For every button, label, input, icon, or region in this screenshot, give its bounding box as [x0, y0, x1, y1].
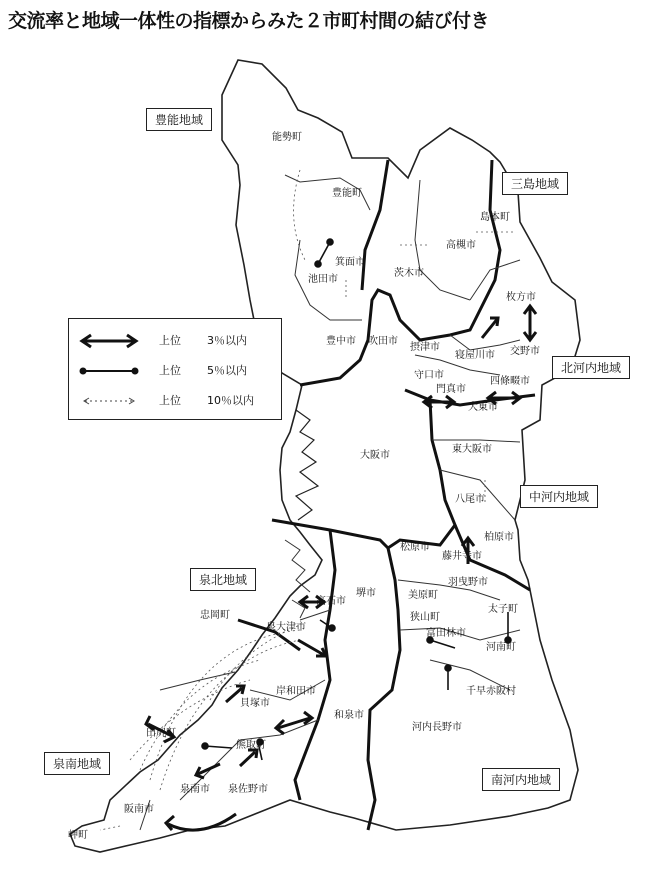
- place-toyono-town: 豊能町: [332, 188, 362, 199]
- region-minamikawachi: 南河内地域: [482, 768, 560, 791]
- place-osaka: 大阪市: [360, 450, 390, 461]
- place-moriguchi: 守口市: [414, 370, 444, 381]
- place-settsu: 摂津市: [410, 342, 440, 353]
- legend-pct: 3％以内: [207, 334, 247, 347]
- place-izumiotsu: 泉大津市: [266, 622, 306, 633]
- place-taishi: 太子町: [488, 604, 518, 615]
- place-kashiwara: 柏原市: [484, 532, 514, 543]
- map-title: 交流率と地域一体性の指標からみた２市町村間の結び付き: [8, 10, 490, 32]
- place-yao: 八尾市: [455, 494, 485, 505]
- place-izumisano: 泉佐野市: [228, 784, 268, 795]
- place-higashiosaka: 東大阪市: [452, 444, 492, 455]
- place-labels: [68, 130, 540, 841]
- legend-rank: 上位: [159, 334, 181, 347]
- region-boundaries: [238, 160, 535, 830]
- place-toyonaka: 豊中市: [326, 336, 356, 347]
- place-habikino: 羽曳野市: [448, 577, 488, 588]
- place-sayama: 狭山町: [410, 612, 440, 623]
- legend-row-5pct: [69, 359, 281, 383]
- legend-pct: 5％以内: [207, 364, 247, 377]
- place-daito: 大東市: [468, 402, 498, 413]
- place-shimamoto: 島本町: [480, 212, 510, 223]
- place-katano: 交野市: [510, 346, 540, 357]
- place-kanan: 河南町: [486, 642, 516, 653]
- legend-rank: 上位: [159, 364, 181, 377]
- bold-double-arrow-icon: [77, 333, 141, 349]
- region-mishima: 三島地域: [502, 172, 568, 195]
- place-kadoma: 門真市: [436, 384, 466, 395]
- place-tajiri: 田尻町: [146, 728, 176, 739]
- legend-row-10pct: [69, 389, 281, 413]
- place-chihayaakasaka: 千早赤阪村: [466, 686, 516, 697]
- place-takaishi: 高石市: [316, 596, 346, 607]
- place-tadaoka: 忠岡町: [200, 610, 230, 621]
- place-kaizuka: 貝塚市: [240, 698, 270, 709]
- place-hirakata: 枚方市: [506, 292, 536, 303]
- legend-row-3pct: [69, 329, 281, 353]
- place-kawachinagano: 河内長野市: [412, 722, 462, 733]
- place-nose: 能勢町: [272, 132, 302, 143]
- legend-pct: 10％以内: [207, 394, 254, 407]
- place-mihara: 美原町: [408, 590, 438, 601]
- place-fujiidera: 藤井寺市: [442, 551, 482, 562]
- place-misaki: 岬町: [68, 830, 88, 841]
- region-kitakawachi: 北河内地域: [552, 356, 630, 379]
- dotted-arrow-icon: [77, 393, 141, 409]
- place-suita: 吹田市: [368, 336, 398, 347]
- region-sennan: 泉南地域: [44, 752, 110, 775]
- place-kumatori: 熊取町: [236, 740, 266, 751]
- place-shijonawate: 四條畷市: [490, 376, 530, 387]
- bay-coast: [296, 410, 318, 520]
- legend: [68, 318, 282, 420]
- place-matsubara: 松原市: [400, 542, 430, 553]
- place-hannan: 阪南市: [124, 804, 154, 815]
- place-ikeda: 池田市: [308, 274, 338, 285]
- place-neyagawa: 寝屋川市: [455, 350, 495, 361]
- place-sakai: 堺市: [356, 588, 376, 599]
- dot-line-icon: [77, 363, 141, 379]
- place-izumi: 和泉市: [334, 710, 364, 721]
- region-toyono: 豊能地域: [146, 108, 212, 131]
- region-senboku: 泉北地域: [190, 568, 256, 591]
- region-nakakawachi: 中河内地域: [520, 485, 598, 508]
- place-kishiwada: 岸和田市: [276, 686, 316, 697]
- place-sennan-city: 泉南市: [180, 784, 210, 795]
- place-mino: 箕面市: [335, 257, 365, 268]
- legend-rank: 上位: [159, 394, 181, 407]
- place-takatsuki: 高槻市: [446, 240, 476, 251]
- place-tondabayashi: 富田林市: [426, 628, 466, 639]
- place-ibaraki: 茨木市: [394, 268, 424, 279]
